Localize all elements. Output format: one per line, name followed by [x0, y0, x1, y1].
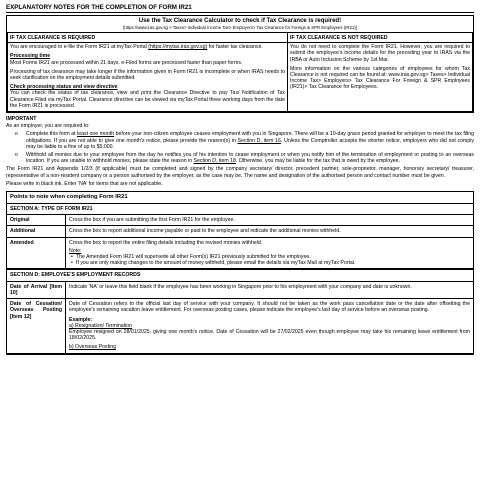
note-item: • If you are only making changes to the amount of money withheld, please email the details via myTax Mail at myTax Portal. [71, 260, 356, 267]
section-d-table [7, 282, 473, 354]
processing-time-text: Most Forms IR21 are processed within 21 days. e-Filed forms are processed faster than paper forms. [10, 59, 243, 66]
check-status-heading: Check processing status and view directive [10, 84, 118, 91]
efile-paragraph: You are encouraged to e-file the Form IR21 at myTax Portal (https://mytax.iras.gov.sg) for faster tax clearance. [10, 44, 263, 51]
calculator-title: Use the Tax Clearance Calculator to check if Tax Clearance is required! [138, 18, 342, 24]
mytax-portal-link[interactable]: (https://mytax.iras.gov.sg) [148, 44, 208, 51]
required-heading: IF TAX CLEARANCE IS REQUIRED [8, 33, 288, 43]
table-row: Amended Cross the box to report the entire filing details including the revised monies withheld. Note: • The Amended Form IR21 will supersede all other Form(s) IR21 previously submitted for the employee. • If you are only making changes to the amount of money withheld, please email the details via myTax Mail at myTax Portal. [7, 237, 473, 269]
not-required-heading: IF TAX CLEARANCE IS NOT REQUIRED [288, 33, 473, 43]
important-title: IMPORTANT [6, 116, 37, 123]
not-required-text-2: More information on the various categories of employees for whom Tax Clearance is not required can be found at: www.iras.gov.sg> Taxes> Individual Income Tax> Employers> Tax Clearance For Foreign & SPR Employees (IR21)> Tax Clearance for Employees. [290, 65, 470, 91]
section-a-heading: SECTION A: TYPE OF FORM IR21 [7, 204, 473, 215]
processing-time-heading: Processing time [10, 53, 51, 60]
signatory-paragraph: The Form IR21 and Appendix 1/2/3 (if applicable) must be completed and signed by the company secretary/ director, precedent partner, sole-proprietor, manager, honorary secretary/ treasurer, representative of a non-resident company or a person authorised by the employer, as the case may be. The name and designation of the authorised person and contact number must be given. [6, 166, 474, 179]
tax-clearance-box [6, 15, 474, 113]
not-required-cell [288, 43, 473, 112]
calculator-link[interactable]: [https://www.iras.gov.sg > Taxes> Individual Income Tax> Employers> Tax Clearance for Foreign & SPR Employees (IR21)] [123, 25, 357, 30]
important-section [6, 116, 474, 187]
tax-clearance-table [7, 32, 473, 112]
section-a-table [7, 215, 473, 269]
page-title: EXPLANATORY NOTES FOR THE COMPLETION OF FORM IR21 [6, 4, 192, 11]
form-ir21-explanatory-notes [6, 0, 474, 355]
example-a-text: Employee resigned on 28/01/2025, giving one month's notice. Date of Cessation will be 27/02/2025 even though employee may take his remaining leave entitlement from 18/02/2025. [69, 328, 470, 342]
bullet-marker-icon: o [15, 131, 18, 138]
important-intro: As an employer, you are required to: [6, 123, 90, 130]
important-bullet-2: o Withhold all monies due to your employee from the day he notifies you of his intention to cease employment or when you notify him of the termination of employment or posting to an overseas location. If you are unable to withhold monies, please state the reason in Section D, item 18. Otherwise, you may be liable for the tax that is owed by the employee. [6, 152, 474, 164]
example-a-title: a) Resignation/ Termination [69, 322, 133, 329]
important-bullet-1: o Complete this form at least one month before your non-citizen employee ceases employment with you in Singapore. There will be a 10-day grace period granted for employer to meet the tax filing obligations. If you are not able to give one month's notice, please provide the reason(s) in Section D, item 16. Unless the Comptroller accepts the shorter notice, employers who did not comply may be liable to a fine of up to $5,000. [6, 131, 474, 150]
note-item: • The Amended Form IR21 will supersede all other Form(s) IR21 previously submitted for the employee. [71, 254, 311, 261]
not-required-text-1: You do not need to complete the Form IR21. However, you are required to submit the employee's income details for the preceding year to IRAS via the IRBA or Auto Inclusion Scheme by 1st Mar. [290, 44, 470, 63]
table-row: Date of Cessation/ Overseas Posting [Item 12] Date of Cessation refers to the official last day of service with your company. It should not be taken as the work pass cancellation date or the date after offsetting the employee's remaining vacation leave entitlement. For overseas posting cases, please indicate the employee's last day of service before an overseas posting. Example: a) Resignation/ Termination Employee resigned on 28/01/2025, giving one month's notice. Date of Cessation will be 27/02/2025 even though employee may take his remaining leave entitlement from 18/02/2025. b) Overseas Posting [7, 299, 473, 353]
note-label: Note: [69, 247, 82, 254]
section-d-heading: SECTION D: EMPLOYEE'S EMPLOYMENT RECORDS [7, 269, 473, 281]
example-label: Example: [69, 316, 93, 323]
table-row: Original Cross the box if you are submitting the first Form IR21 for the employee. [7, 215, 473, 226]
points-to-note-box [6, 191, 474, 354]
table-row: Date of Arrival [Item 10] Indicate 'NA' or leave this field blank if the employee has been working in Singapore prior to his employment with your company and date is unknown. [7, 282, 473, 299]
processing-note: Processing of tax clearance may take longer if the information given in Form IR21 is incomplete or when IRAS needs to seek clarification on the employment details submitted. [10, 68, 285, 82]
bullet-marker-icon: o [15, 152, 18, 159]
required-cell [8, 43, 288, 112]
title-divider [6, 12, 474, 13]
example-b-title: b) Overseas Posting [69, 344, 116, 351]
table-row: Additional Cross the box to report additional income payable or paid to the employee and indicate the additional monies withheld. [7, 226, 473, 237]
check-status-text: You can check the status of tax clearance, view and print the Clearance Directive to pay Tax/ Notification of Tax Clearance Filed via myTax Portal. Clearance directive can be viewed via myTax Portal three working days from the date the Form IR21 is processed. [10, 90, 285, 109]
ink-instruction: Please write in black ink. Enter 'NA' for items that are not applicable. [6, 180, 163, 187]
points-title: Points to note when completing Form IR21 [7, 192, 473, 204]
